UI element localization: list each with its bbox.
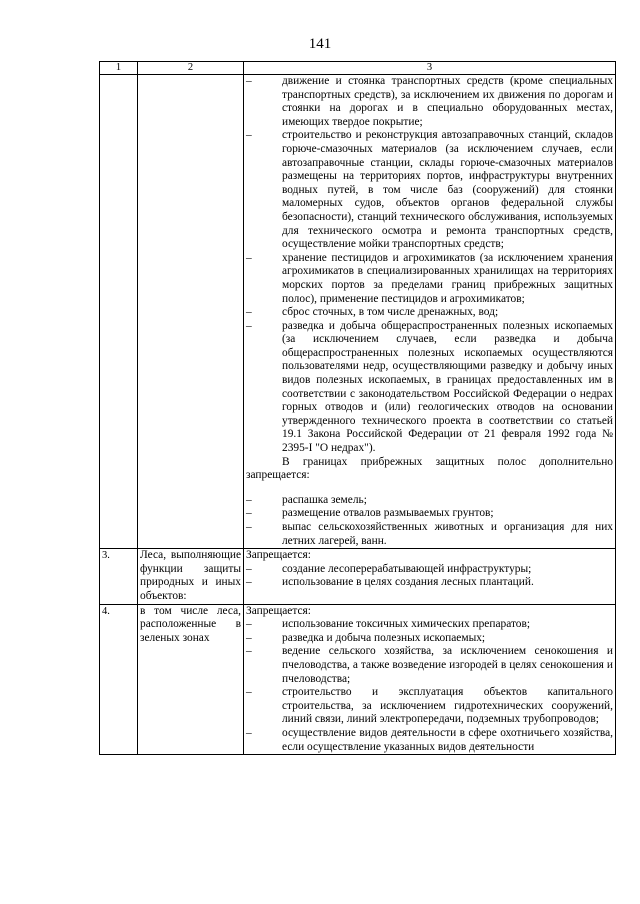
header-col-3: 3 xyxy=(244,62,616,75)
cell-heading: Запрещается: xyxy=(246,549,311,562)
row-number-cell: 4. xyxy=(100,604,138,755)
dash-marker: – xyxy=(246,251,252,264)
list-item: – строительство и реконструкция автозаправочных станций, складов горюче-смазочных материалов (за исключением случаев, если автозаправочные станции, склады горюче-смазочных материалов размещены на территориях портов, инфраструктуры внутренних водных путей, в том числе баз (сооружений) для стоянки маломерных судов, объектов органов федеральной службы безопасности), станций технического обслуживания, используемых для технического осмотра и ремонта транспортных средств, осуществление мойки транспортных средств; xyxy=(246,129,613,251)
dash-marker: – xyxy=(246,306,252,319)
category-cell: Леса, выполняющие функции защиты природных и иных объектов: xyxy=(138,549,244,604)
table-row xyxy=(100,549,616,604)
dash-marker: – xyxy=(246,726,252,739)
list-item: – осуществление видов деятельности в сфере охотничьего хозяйства, если осуществление указанных видов деятельности xyxy=(246,726,613,753)
dash-marker: – xyxy=(246,129,252,142)
list-item: – размещение отвалов размываемых грунтов; xyxy=(246,507,494,520)
restrictions-cell xyxy=(244,549,616,604)
header-col-2: 2 xyxy=(138,62,244,75)
list-item: – строительство и эксплуатация объектов капитального строительства, за исключением гидротехнических сооружений, линий связи, линий электропередачи, подземных трубопроводов; xyxy=(246,686,613,726)
list-item: – ведение сельского хозяйства, за исключением сенокошения и пчеловодства, а также возведение изгородей в целях сенокошения и пчеловодства; xyxy=(246,645,613,685)
dash-marker: – xyxy=(246,562,252,575)
list-item: – выпас сельскохозяйственных животных и организация для них летних лагерей, ванн. xyxy=(246,521,613,547)
restrictions-cell xyxy=(244,75,616,549)
restrictions-cell xyxy=(244,604,616,755)
list-item: – использование токсичных химических препаратов; xyxy=(246,618,531,631)
dash-marker: – xyxy=(246,645,252,658)
page-number: 141 xyxy=(308,36,332,52)
dash-marker: – xyxy=(246,75,252,87)
dash-marker: – xyxy=(246,631,252,644)
row-number-cell: 3. xyxy=(100,549,138,604)
row-number-cell xyxy=(100,75,138,549)
list-item: – движение и стоянка транспортных средств (кроме специальных транспортных средств), за исключением их движения по дорогам и стоянки на дорогах и в специально оборудованных местах, имеющих твердое покрытие; xyxy=(246,75,613,128)
dash-marker: – xyxy=(246,618,252,631)
dash-marker: – xyxy=(246,576,252,589)
dash-marker: – xyxy=(246,686,252,699)
list-item: – хранение пестицидов и агрохимикатов (за исключением хранения агрохимикатов в специализированных хранилищах на территориях морских портов за пределами границ прибрежных защитных полос), применение пестицидов и агрохимикатов; xyxy=(246,251,613,305)
dash-marker: – xyxy=(246,493,252,506)
list-item: – разведка и добыча общераспространенных полезных ископаемых (за исключением случаев, если разведка и добыча общераспространенных полезных ископаемых осуществляются пользователями недр, осуществляющими разведку и добычу иных видов полезных ископаемых, в границах предоставленных им в соответствии с законодательством Российской Федерации о недрах горных отводов и (или) геологических отводов на основании утвержденного технического проекта в соответствии со статьей 19.1 Закона Российской Федерации от 21 февраля 1992 года № 2395-I "О недрах"). xyxy=(246,319,613,455)
paragraph: В границах прибрежных защитных полос дополнительно запрещается: xyxy=(246,455,613,482)
list-item: – сброс сточных, в том числе дренажных, вод; xyxy=(246,306,499,319)
table-row xyxy=(100,75,616,549)
list-item: – использование в целях создания лесных плантаций. xyxy=(246,576,534,589)
dash-marker: – xyxy=(246,521,252,533)
dash-marker: – xyxy=(246,507,252,520)
header-col-1: 1 xyxy=(100,62,138,75)
dash-marker: – xyxy=(246,319,252,332)
restrictions-table xyxy=(99,61,616,755)
list-item: – распашка земель; xyxy=(246,493,367,506)
table-row xyxy=(100,604,616,755)
table-header-row xyxy=(100,62,616,75)
cell-heading: Запрещается: xyxy=(246,604,311,617)
category-cell: в том числе леса, расположенные в зеленых зонах xyxy=(138,604,244,755)
list-item: – разведка и добыча полезных ископаемых; xyxy=(246,631,486,644)
list-item: – создание лесоперерабатывающей инфраструктуры; xyxy=(246,562,532,575)
category-cell xyxy=(138,75,244,549)
